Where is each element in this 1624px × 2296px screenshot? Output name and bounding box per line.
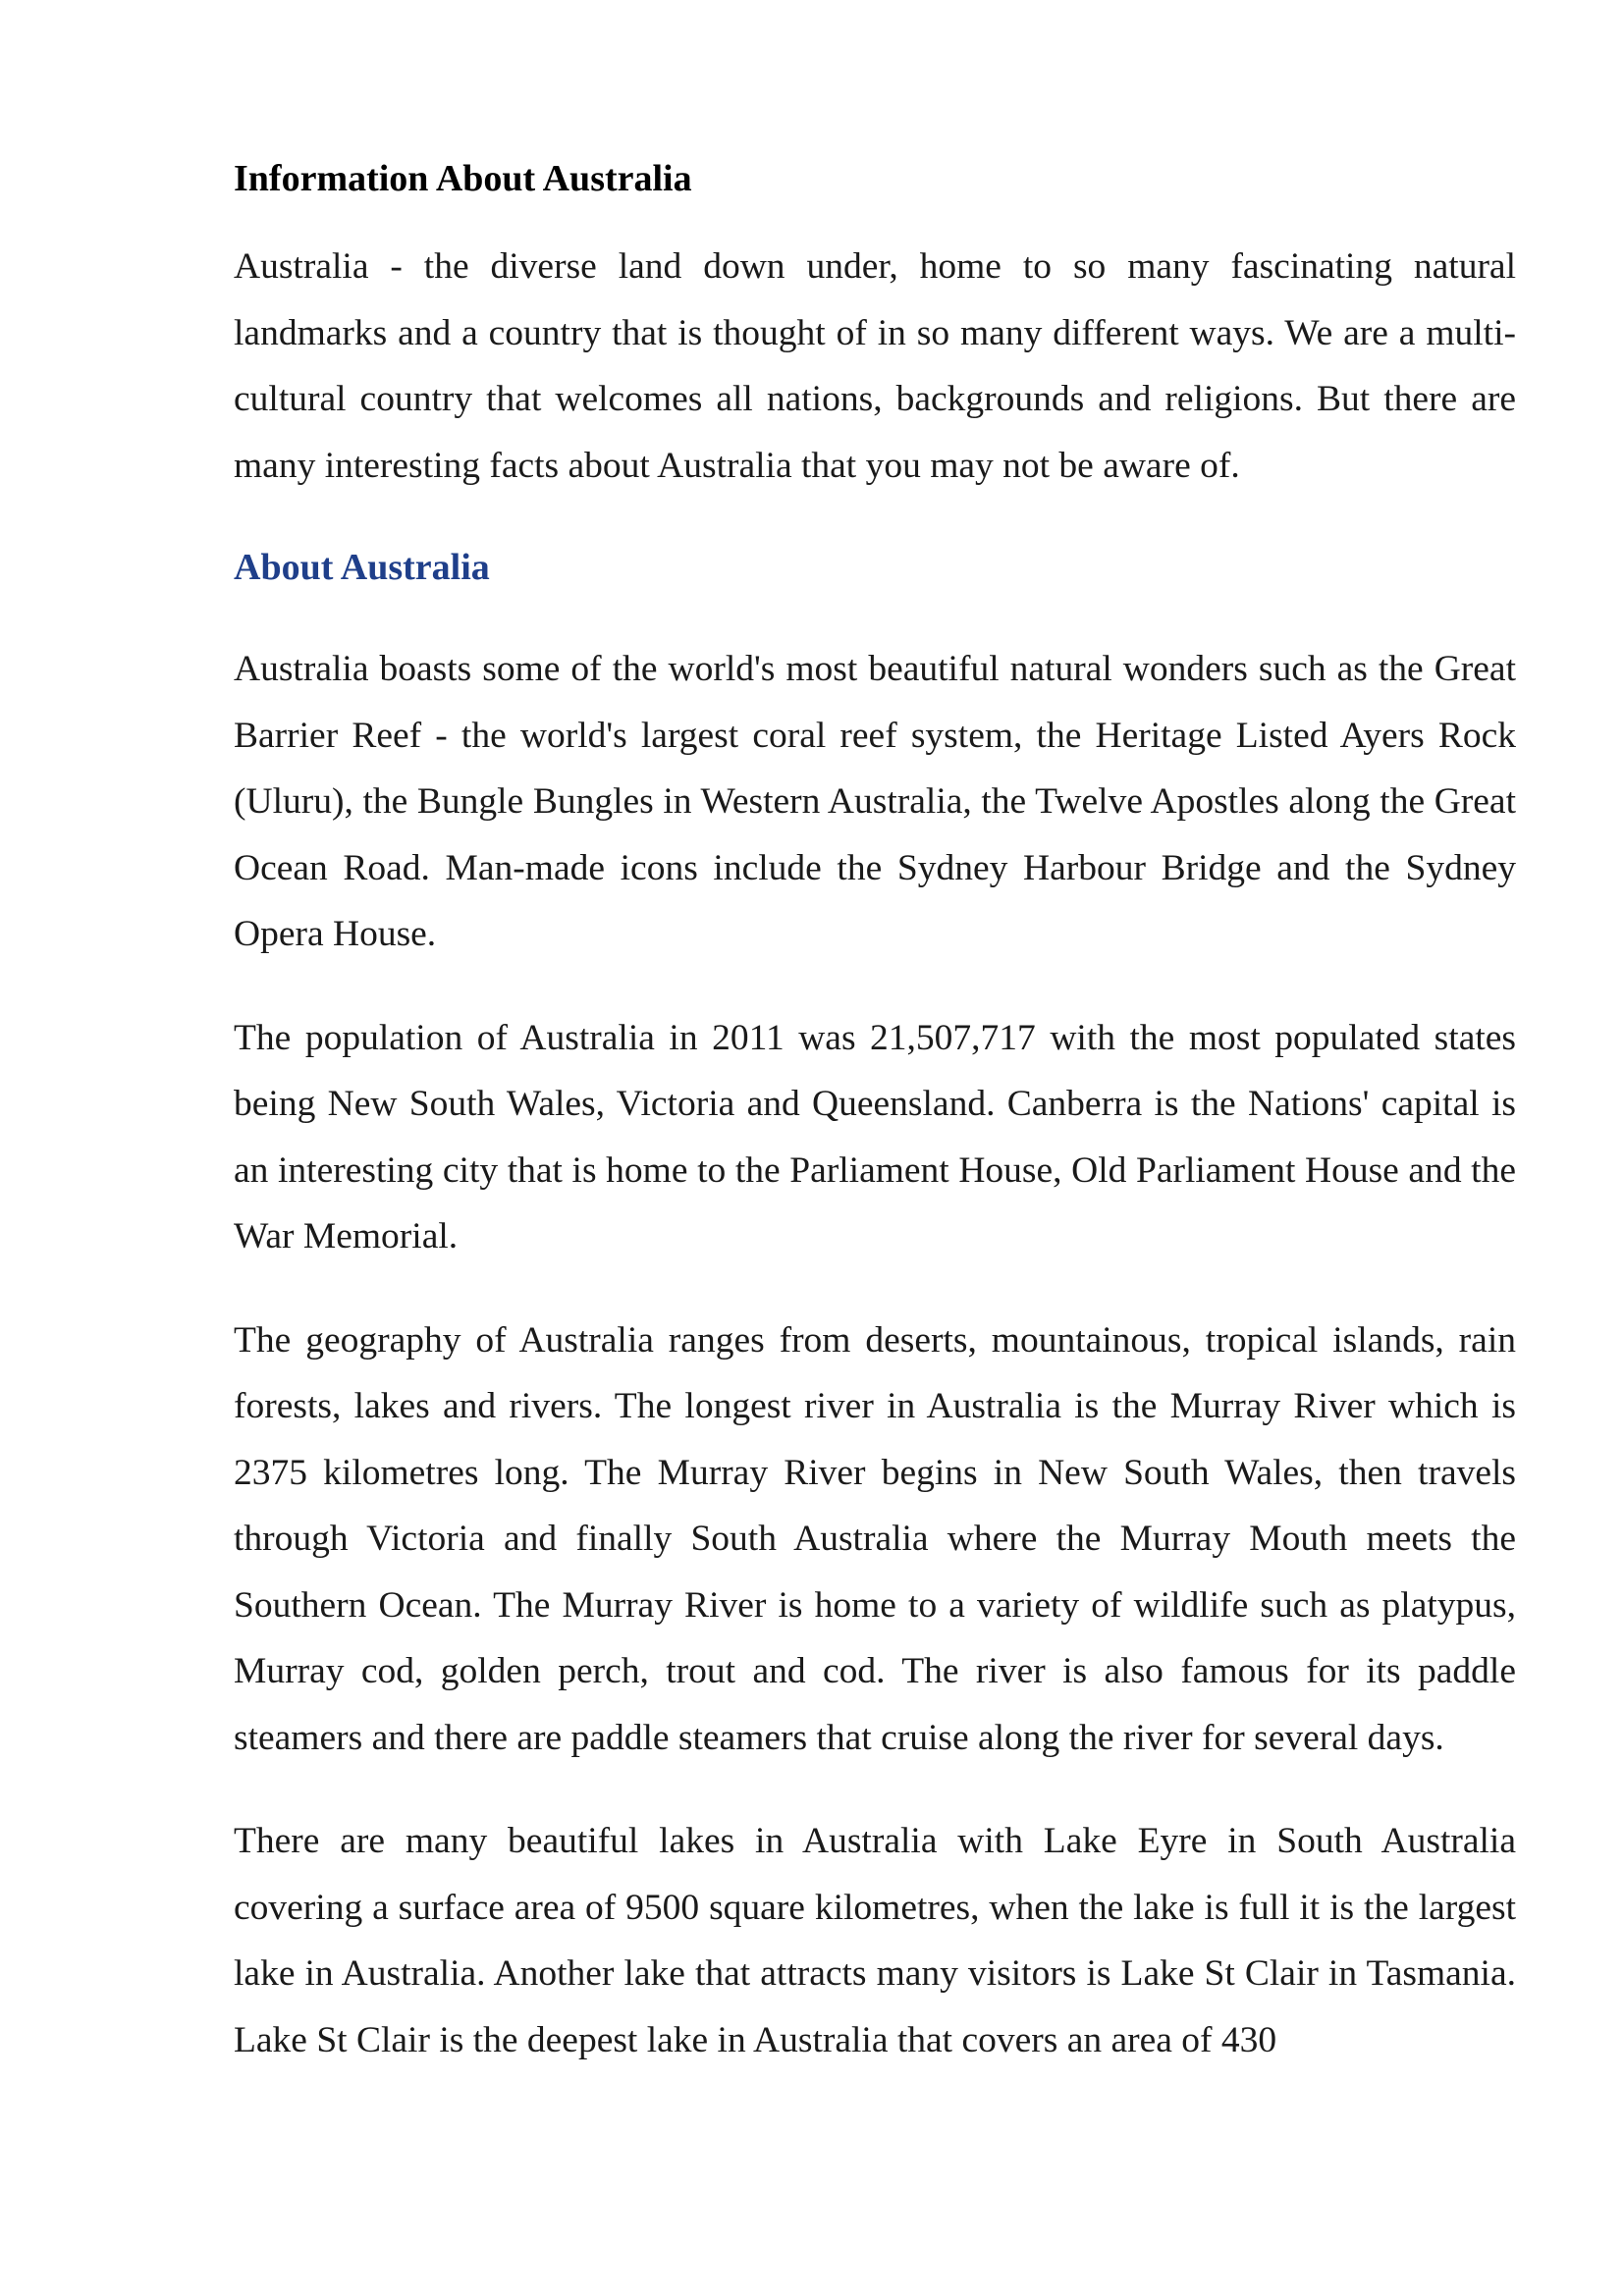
paragraph-lakes: There are many beautiful lakes in Australia with Lake Eyre in South Australia covering a surface area of 9500 square kilometres, when the lake is full it is the largest lake in Australia. Another lake that attracts many visitors is Lake St Clair in Tasmania. Lake St Clair is the deepest lake in Australia that covers an area of 430 [234,1821,1516,2060]
paragraph-landmarks: Australia boasts some of the world's most beautiful natural wonders such as the Great Barrier Reef - the world's largest coral reef system, the Heritage Listed Ayers Rock (Uluru), the Bungle Bungles in Western Australia, the Twelve Apostles along the Great Ocean Road. Man-made icons include the Sydney Harbour Bridge and the Sydney Opera House. [234,649,1516,954]
paragraph-geography: The geography of Australia ranges from deserts, mountainous, tropical islands, rain forests, lakes and rivers. The longest river in Australia is the Murray River which is 2375 kilometres long. The Murray River begins in New South Wales, then travels through Victoria and finally South Australia where the Murray Mouth meets the Southern Ocean. The Murray River is home to a variety of wildlife such as platypus, Murray cod, golden perch, trout and cod. The river is also famous for its paddle steamers and there are paddle steamers that cruise along the river for several days. [234,1319,1516,1758]
document-title: Information About Australia [234,158,692,199]
document-page [234,147,1516,2110]
paragraph-population: The population of Australia in 2011 was 21,507,717 with the most populated states being New South Wales, Victoria and Queensland. Canberra is the Nations' capital is an interesting city that is home to the Parliament House, Old Parliament House and the War Memorial. [234,1017,1516,1256]
intro-paragraph: Australia - the diverse land down under, home to so many fascinating natural landmarks and a country that is thought of in so many different ways. We are a multi-cultural country that welcomes all nations, backgrounds and religions. But there are many interesting facts about Australia that you may not be aware of. [234,246,1516,486]
section-heading: About Australia [234,547,490,588]
